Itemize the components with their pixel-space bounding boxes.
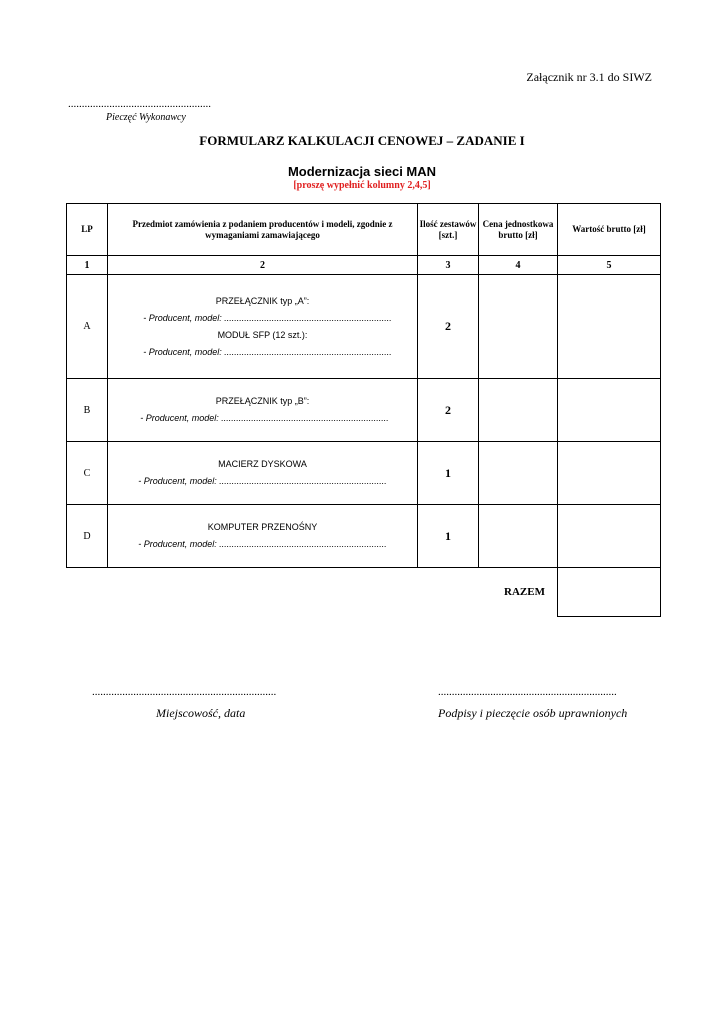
item-name: MODUŁ SFP (12 szt.):	[217, 329, 308, 340]
col-number: 2	[108, 256, 418, 275]
table-row	[67, 505, 661, 568]
table-row	[67, 275, 661, 379]
unit-price-cell[interactable]	[479, 275, 558, 379]
row-item-description[interactable]	[108, 379, 418, 442]
stamp-dotted-line: ....................................................	[68, 98, 211, 110]
item-name: MACIERZ DYSKOWA	[218, 459, 307, 469]
producent-model-field[interactable]: - Producent, model: ...................................................................	[143, 346, 392, 357]
form-title: FORMULARZ KALKULACJI CENOWEJ – ZADANIE I	[199, 133, 525, 148]
header-unit-price: Cena jednostkowa brutto [zł]	[479, 204, 558, 256]
blank-cell	[67, 568, 108, 617]
table-row	[67, 379, 661, 442]
table-header-row	[67, 204, 661, 256]
header-lp: LP	[67, 204, 108, 256]
header-qty: Ilość zestawów [szt.]	[418, 204, 479, 256]
row-qty: 2	[418, 275, 479, 379]
item-name: KOMPUTER PRZENOŚNY	[207, 522, 318, 532]
total-value-cell[interactable]	[558, 379, 661, 442]
row-lp: A	[67, 275, 108, 379]
grand-total-cell[interactable]	[558, 568, 661, 617]
row-item-description[interactable]	[108, 442, 418, 505]
form-subtitle: Modernizacja sieci MAN	[287, 164, 437, 179]
total-label: RAZEM	[504, 586, 545, 599]
producent-model-field[interactable]: - Producent, model: ...................................................................	[143, 312, 392, 323]
row-lp: B	[67, 379, 108, 442]
row-qty: 2	[418, 379, 479, 442]
price-calculation-table	[66, 203, 661, 617]
row-item-description[interactable]	[108, 275, 418, 379]
total-value-cell[interactable]	[558, 505, 661, 568]
total-value-cell[interactable]	[558, 275, 661, 379]
total-value-cell[interactable]	[558, 442, 661, 505]
row-lp: D	[67, 505, 108, 568]
row-item-description[interactable]	[108, 505, 418, 568]
item-name: PRZEŁĄCZNIK typ „A”:	[215, 295, 310, 306]
place-date-dotted-line[interactable]: ...................................................................	[92, 686, 277, 698]
fill-instruction-note: [proszę wypełnić kolumny 2,4,5]	[293, 180, 431, 191]
header-item: Przedmiot zamówienia z podaniem producentów i modeli, zgodnie z wymaganiami zamawiającego	[108, 204, 418, 256]
total-row	[67, 568, 661, 617]
stamp-label: Pieczęć Wykonawcy	[106, 112, 186, 123]
col-number: 1	[67, 256, 108, 275]
signature-label: Podpisy i pieczęcie osób uprawnionych	[438, 706, 628, 720]
producent-model-field[interactable]: - Producent, model: ...................................................................	[140, 413, 389, 423]
column-number-row	[67, 256, 661, 275]
signature-dotted-line[interactable]: .................................................................	[438, 686, 617, 698]
attachment-label: Załącznik nr 3.1 do SIWZ	[526, 70, 652, 84]
unit-price-cell[interactable]	[479, 442, 558, 505]
place-date-label: Miejscowość, data	[156, 706, 246, 720]
unit-price-cell[interactable]	[479, 505, 558, 568]
producent-model-field[interactable]: - Producent, model: ...................................................................	[138, 476, 387, 486]
row-qty: 1	[418, 442, 479, 505]
row-qty: 1	[418, 505, 479, 568]
producent-model-field[interactable]: - Producent, model: ...................................................................	[138, 539, 387, 549]
col-number: 3	[418, 256, 479, 275]
col-number: 5	[558, 256, 661, 275]
row-lp: C	[67, 442, 108, 505]
item-name: PRZEŁĄCZNIK typ „B”:	[215, 396, 310, 406]
unit-price-cell[interactable]	[479, 379, 558, 442]
header-total: Wartość brutto [zł]	[558, 204, 661, 256]
table-row	[67, 442, 661, 505]
col-number: 4	[479, 256, 558, 275]
